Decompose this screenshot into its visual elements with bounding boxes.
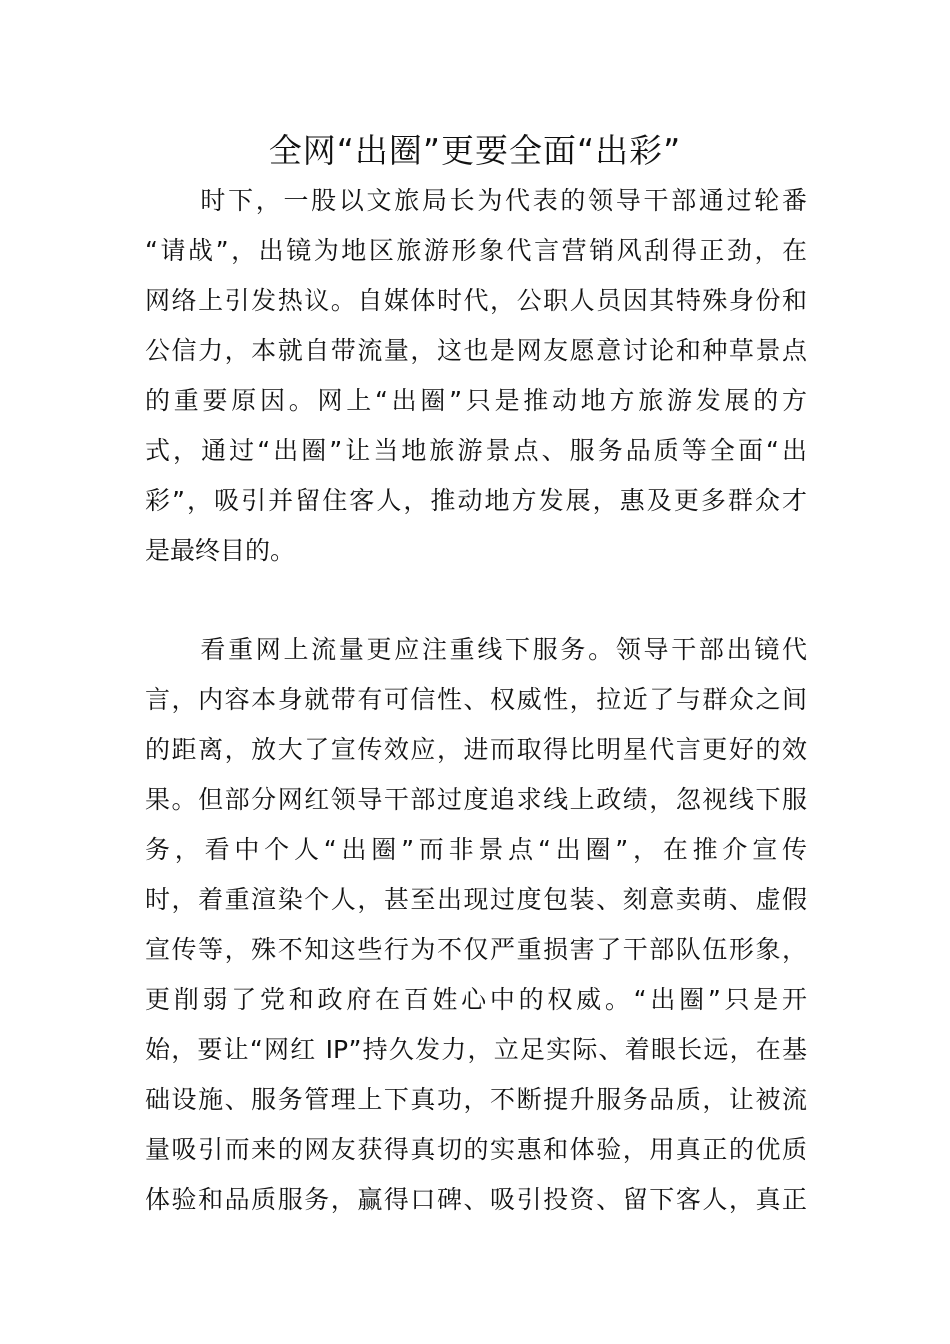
paragraph-line: 公信力，本就自带流量，这也是网友愿意讨论和种草景点 bbox=[145, 336, 807, 365]
paragraph-line: 网络上引发热议。自媒体时代，公职人员因其特殊身份和 bbox=[145, 286, 807, 315]
document-title: 全网“出圈”更要全面“出彩” bbox=[268, 131, 682, 170]
paragraph-line: 体验和品质服务，赢得口碑、吸引投资、留下客人，真正 bbox=[145, 1185, 807, 1214]
paragraph-line: 式，通过“出圈”让当地旅游景点、服务品质等全面“出 bbox=[145, 436, 807, 465]
paragraph-1 bbox=[145, 176, 807, 576]
paragraph-line: 的重要原因。网上“出圈”只是推动地方旅游发展的方 bbox=[145, 386, 807, 415]
paragraph-line: 更削弱了党和政府在百姓心中的权威。“出圈”只是开 bbox=[145, 985, 807, 1014]
paragraph-line: 量吸引而来的网友获得真切的实惠和体验，用真正的优质 bbox=[145, 1135, 807, 1164]
paragraph-line: 始，要让“网红 IP”持久发力，立足实际、着眼长远，在基 bbox=[145, 1035, 807, 1064]
paragraph-line: 看重网上流量更应注重线下服务。领导干部出镜代 bbox=[145, 635, 807, 664]
paragraph-line: 础设施、服务管理上下真功，不断提升服务品质，让被流 bbox=[145, 1085, 807, 1114]
paragraph-line: 时，着重渲染个人，甚至出现过度包装、刻意卖萌、虚假 bbox=[145, 885, 807, 914]
paragraph-2 bbox=[145, 625, 807, 1225]
paragraph-line: 彩”，吸引并留住客人，推动地方发展，惠及更多群众才 bbox=[145, 486, 807, 515]
paragraph-line: 务，看中个人“出圈”而非景点“出圈”，在推介宣传 bbox=[145, 835, 807, 864]
paragraph-line: “请战”，出镜为地区旅游形象代言营销风刮得正劲，在 bbox=[145, 236, 807, 265]
paragraph-line: 的距离，放大了宣传效应，进而取得比明星代言更好的效 bbox=[145, 735, 807, 764]
paragraph-line: 是最终目的。 bbox=[145, 536, 296, 565]
paragraph-line: 果。但部分网红领导干部过度追求线上政绩，忽视线下服 bbox=[145, 785, 807, 814]
paragraph-line: 言，内容本身就带有可信性、权威性，拉近了与群众之间 bbox=[145, 685, 807, 714]
paragraph-line: 宣传等，殊不知这些行为不仅严重损害了干部队伍形象， bbox=[145, 935, 807, 964]
paragraph-line: 时下，一股以文旅局长为代表的领导干部通过轮番 bbox=[145, 186, 807, 215]
